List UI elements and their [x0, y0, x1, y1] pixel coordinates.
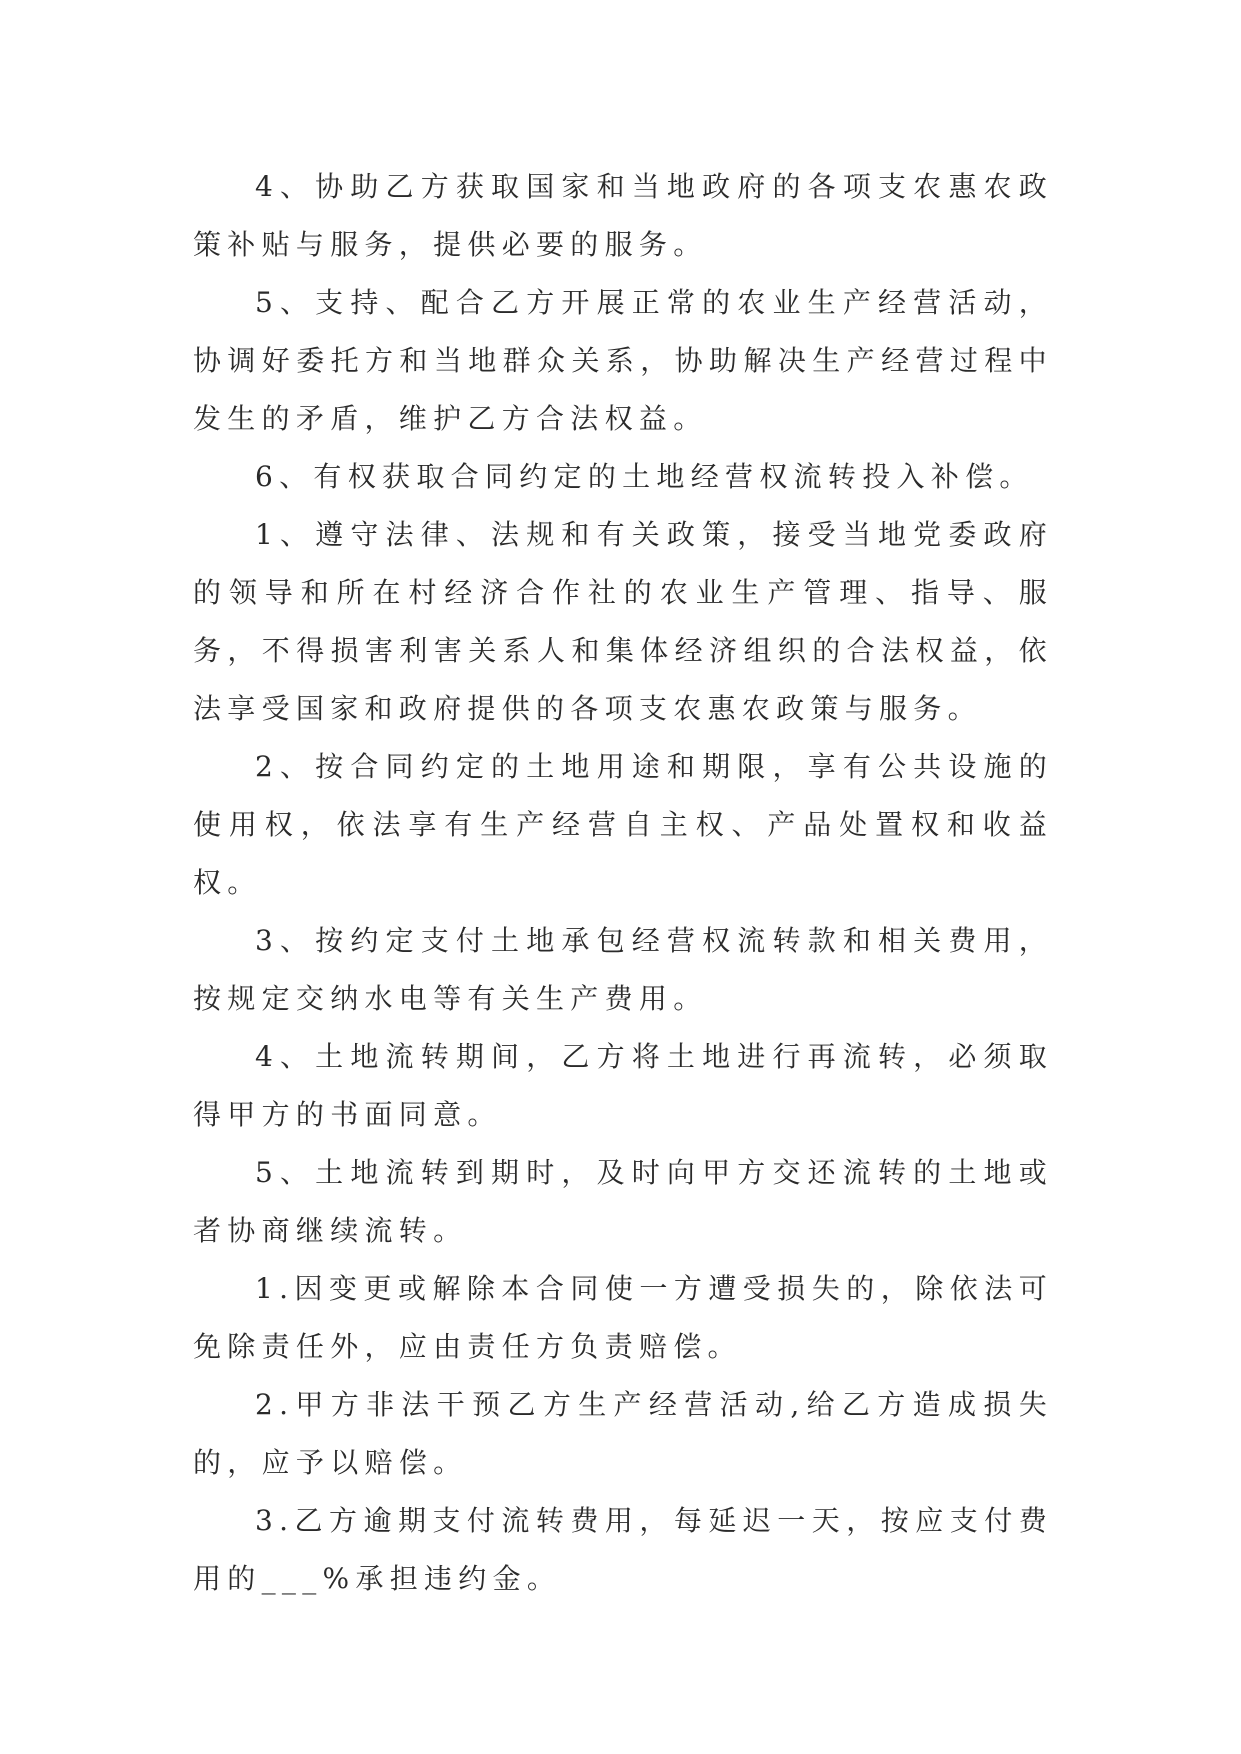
- paragraph-party-b-duty-5: 5、土地流转到期时，及时向甲方交还流转的土地或者协商继续流转。: [193, 1156, 1053, 1247]
- paragraph-party-b-duty-3: 3、按约定支付土地承包经营权流转款和相关费用，按规定交纳水电等有关生产费用。: [193, 924, 1053, 1015]
- paragraph-party-b-duty-2: 2、按合同约定的土地用途和期限，享有公共设施的使用权，依法享有生产经营自主权、产品处置权和收益权。: [193, 750, 1053, 899]
- paragraph-liability-1: 1.因变更或解除本合同使一方遭受损失的，除依法可免除责任外，应由责任方负责赔偿。: [193, 1272, 1053, 1363]
- paragraph-liability-3: 3.乙方逾期支付流转费用，每延迟一天，按应支付费用的___%承担违约金。: [193, 1504, 1053, 1595]
- paragraph-liability-2: 2.甲方非法干预乙方生产经营活动,给乙方造成损失的，应予以赔偿。: [193, 1388, 1053, 1479]
- paragraph-party-a-duty-5: 5、支持、配合乙方开展正常的农业生产经营活动，协调好委托方和当地群众关系，协助解决生产经营过程中发生的矛盾，维护乙方合法权益。: [193, 286, 1053, 435]
- paragraph-party-b-duty-4: 4、土地流转期间，乙方将土地进行再流转，必须取得甲方的书面同意。: [193, 1040, 1053, 1131]
- document-body: [193, 158, 1053, 1608]
- paragraph-party-a-duty-4: 4、协助乙方获取国家和当地政府的各项支农惠农政策补贴与服务，提供必要的服务。: [193, 170, 1053, 261]
- paragraph-party-a-duty-6: 6、有权获取合同约定的土地经营权流转投入补偿。: [255, 460, 1034, 493]
- paragraph-party-b-duty-1: 1、遵守法律、法规和有关政策，接受当地党委政府的领导和所在村经济合作社的农业生产管理、指导、服务，不得损害利害关系人和集体经济组织的合法权益，依法享受国家和政府提供的各项支农惠农政策与服务。: [193, 518, 1053, 725]
